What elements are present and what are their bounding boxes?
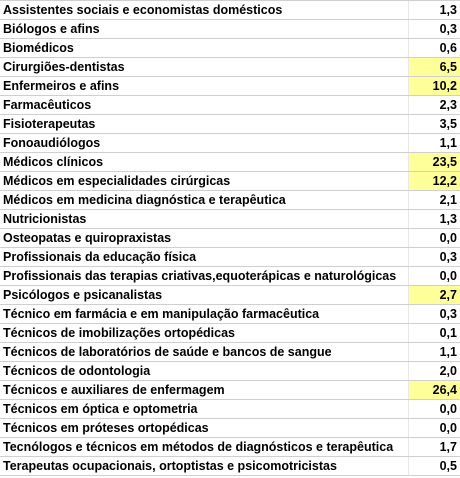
occupation-cell[interactable]: Farmacêuticos xyxy=(0,96,409,115)
value-cell[interactable]: 1,1 xyxy=(409,343,460,362)
table-row xyxy=(0,115,460,134)
value-cell[interactable]: 0,6 xyxy=(409,39,460,58)
value-cell[interactable]: 0,3 xyxy=(409,305,460,324)
occupation-cell[interactable]: Psicólogos e psicanalistas xyxy=(0,286,409,305)
value-cell[interactable]: 0,0 xyxy=(409,267,460,286)
table-row xyxy=(0,20,460,39)
table-row xyxy=(0,39,460,58)
value-cell[interactable]: 1,3 xyxy=(409,1,460,20)
table-row xyxy=(0,210,460,229)
value-cell[interactable]: 0,5 xyxy=(409,457,460,476)
occupation-cell[interactable]: Médicos clínicos xyxy=(0,153,409,172)
value-cell[interactable]: 1,7 xyxy=(409,438,460,457)
table-row xyxy=(0,305,460,324)
value-cell[interactable]: 2,0 xyxy=(409,362,460,381)
occupation-cell[interactable]: Assistentes sociais e economistas domésticos xyxy=(0,1,409,20)
table-row xyxy=(0,134,460,153)
table-row xyxy=(0,457,460,476)
occupation-cell[interactable]: Enfermeiros e afins xyxy=(0,77,409,96)
table-row xyxy=(0,153,460,172)
table-row xyxy=(0,96,460,115)
occupation-cell[interactable]: Terapeutas ocupacionais, ortoptistas e psicomotricistas xyxy=(0,457,409,476)
occupation-cell[interactable]: Nutricionistas xyxy=(0,210,409,229)
highlighted-value-cell[interactable]: 23,5 xyxy=(409,153,460,172)
table-row xyxy=(0,286,460,305)
table-row xyxy=(0,267,460,286)
value-cell[interactable]: 2,3 xyxy=(409,96,460,115)
occupation-cell[interactable]: Técnicos de odontologia xyxy=(0,362,409,381)
highlighted-value-cell[interactable]: 12,2 xyxy=(409,172,460,191)
table-row xyxy=(0,343,460,362)
value-cell[interactable]: 0,0 xyxy=(409,229,460,248)
value-cell[interactable]: 0,0 xyxy=(409,400,460,419)
table-row xyxy=(0,248,460,267)
occupation-cell[interactable]: Osteopatas e quiropraxistas xyxy=(0,229,409,248)
table-row xyxy=(0,419,460,438)
occupation-cell[interactable]: Médicos em medicina diagnóstica e terapêutica xyxy=(0,191,409,210)
table-row xyxy=(0,191,460,210)
table-row xyxy=(0,381,460,400)
value-cell[interactable]: 0,0 xyxy=(409,419,460,438)
table-row xyxy=(0,1,460,20)
table-row xyxy=(0,324,460,343)
occupation-cell[interactable]: Fisioterapeutas xyxy=(0,115,409,134)
table-row xyxy=(0,362,460,381)
value-cell[interactable]: 1,3 xyxy=(409,210,460,229)
occupation-cell[interactable]: Biomédicos xyxy=(0,39,409,58)
table-body xyxy=(0,1,460,476)
occupation-cell[interactable]: Profissionais da educação física xyxy=(0,248,409,267)
occupation-cell[interactable]: Biólogos e afins xyxy=(0,20,409,39)
table-row xyxy=(0,172,460,191)
occupation-cell[interactable]: Técnicos em óptica e optometria xyxy=(0,400,409,419)
occupation-cell[interactable]: Técnicos de imobilizações ortopédicas xyxy=(0,324,409,343)
occupation-cell[interactable]: Médicos em especialidades cirúrgicas xyxy=(0,172,409,191)
occupation-cell[interactable]: Técnicos e auxiliares de enfermagem xyxy=(0,381,409,400)
highlighted-value-cell[interactable]: 2,7 xyxy=(409,286,460,305)
occupation-cell[interactable]: Técnicos de laboratórios de saúde e bancos de sangue xyxy=(0,343,409,362)
highlighted-value-cell[interactable]: 26,4 xyxy=(409,381,460,400)
occupation-cell[interactable]: Cirurgiões-dentistas xyxy=(0,58,409,77)
value-cell[interactable]: 3,5 xyxy=(409,115,460,134)
occupation-cell[interactable]: Técnicos em próteses ortopédicas xyxy=(0,419,409,438)
table-row xyxy=(0,58,460,77)
table-row xyxy=(0,229,460,248)
highlighted-value-cell[interactable]: 6,5 xyxy=(409,58,460,77)
value-cell[interactable]: 0,1 xyxy=(409,324,460,343)
occupation-cell[interactable]: Fonoaudiólogos xyxy=(0,134,409,153)
table-row xyxy=(0,400,460,419)
highlighted-value-cell[interactable]: 10,2 xyxy=(409,77,460,96)
value-cell[interactable]: 0,3 xyxy=(409,248,460,267)
occupation-cell[interactable]: Profissionais das terapias criativas,equoterápicas e naturológicas xyxy=(0,267,409,286)
table-row xyxy=(0,77,460,96)
occupation-cell[interactable]: Técnico em farmácia e em manipulação farmacêutica xyxy=(0,305,409,324)
table-row xyxy=(0,438,460,457)
value-cell[interactable]: 1,1 xyxy=(409,134,460,153)
value-cell[interactable]: 2,1 xyxy=(409,191,460,210)
value-cell[interactable]: 0,3 xyxy=(409,20,460,39)
occupation-cell[interactable]: Tecnólogos e técnicos em métodos de diagnósticos e terapêutica xyxy=(0,438,409,457)
